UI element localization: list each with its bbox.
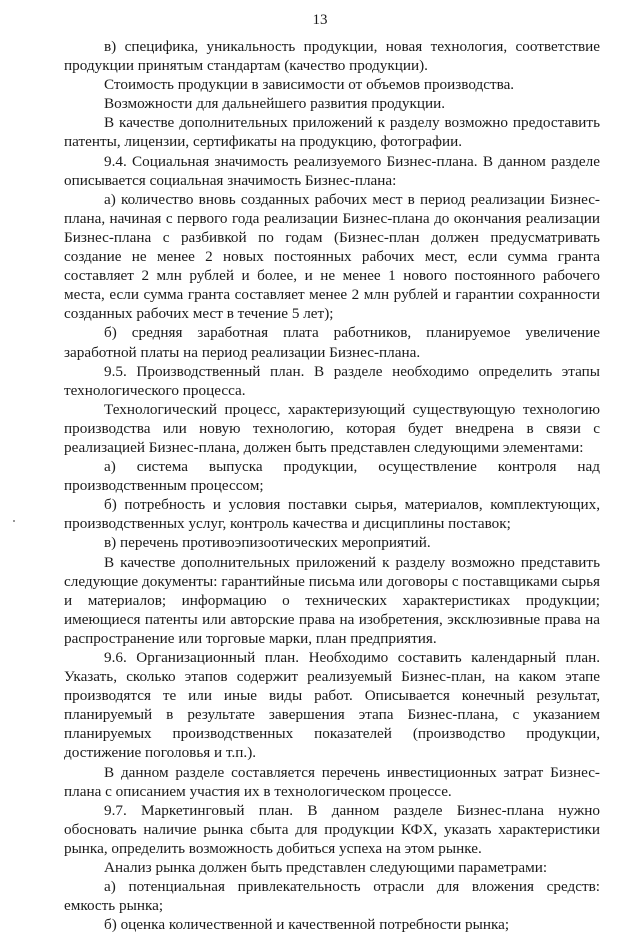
paragraph: а) потенциальная привлекательность отрасли для вложения средств: емкость рынка; bbox=[64, 878, 600, 915]
paragraph: Технологический процесс, характеризующий существующую технологию производства или новую технологию, которая будет внедрена в связи с реализацией Бизнес-плана, должен быть представлен следующими элементами: bbox=[64, 400, 600, 456]
paragraph: 9.7. Маркетинговый план. В данном разделе Бизнес-плана нужно обосновать наличие рынка сбыта для продукции КФХ, указать характеристики рынка, определить возможность добиться успеха на этом рынке. bbox=[64, 801, 600, 857]
paragraph: б) оценка количественной и качественной потребности рынка; bbox=[104, 916, 510, 934]
document-body bbox=[64, 37, 600, 934]
paragraph: В качестве дополнительных приложений к разделу возможно предоставить патенты, лицензии, сертификаты на продукцию, фотографии. bbox=[64, 114, 600, 151]
paragraph: б) средняя заработная плата работников, планируемое увеличение заработной платы на период реализации Бизнес-плана. bbox=[64, 324, 600, 361]
paragraph: б) потребность и условия поставки сырья, материалов, комплектующих, производственных услуг, контроль качества и дисциплины поставок; bbox=[64, 496, 600, 533]
paragraph: В данном разделе составляется перечень инвестиционных затрат Бизнес-плана с описанием участия их в технологическом процессе. bbox=[64, 763, 600, 800]
paragraph: 9.6. Организационный план. Необходимо составить календарный план. Указать, сколько этапов содержит реализуемый Бизнес-план, на каком этапе производятся те или иные виды работ. Описывается конечный результат, планируемый в результате завершения этапа Бизнес-плана, с указанием планируемых производственных показателей (производство продукции, достижение поголовья и т.п.). bbox=[64, 649, 600, 762]
paragraph: 9.4. Социальная значимость реализуемого Бизнес-плана. В данном разделе описывается социальная значимость Бизнес-плана: bbox=[64, 152, 600, 189]
paragraph: Возможности для дальнейшего развития продукции. bbox=[104, 95, 446, 113]
paragraph: 9.5. Производственный план. В разделе необходимо определить этапы технологического процесса. bbox=[64, 362, 600, 399]
page-number: 13 bbox=[312, 12, 328, 28]
paragraph: В качестве дополнительных приложений к разделу возможно представить следующие документы: гарантийные письма или договоры с поставщиками сырья и материалов; информацию о технических характеристиках продукции; имеющиеся патенты или авторские права на изобретения, эксклюзивные права на распространение или торговые марки, план предприятия. bbox=[64, 553, 600, 647]
paragraph: а) количество вновь созданных рабочих мест в период реализации Бизнес-плана, начиная с первого года реализации Бизнес-плана до окончания реализации Бизнес-плана с разбивкой по годам (Бизнес-план должен предусматривать создание не менее 2 новых постоянных рабочих мест, если сумма гранта составляет 2 млн рублей и более, и не менее 1 нового постоянного рабочего места, если сумма гранта составляет менее 2 млн рублей и гарантии сохранности созданных рабочих мест в течение 5 лет); bbox=[64, 190, 600, 323]
paragraph: в) специфика, уникальность продукции, новая технология, соответствие продукции принятым стандартам (качество продукции). bbox=[64, 38, 600, 75]
paragraph: в) перечень противоэпизоотических мероприятий. bbox=[104, 534, 431, 552]
paragraph: Анализ рынка должен быть представлен следующими параметрами: bbox=[104, 859, 548, 877]
scan-speck bbox=[13, 520, 15, 522]
paragraph: а) система выпуска продукции, осуществление контроля над производственным процессом; bbox=[64, 458, 600, 495]
paragraph: Стоимость продукции в зависимости от объемов производства. bbox=[104, 76, 515, 94]
